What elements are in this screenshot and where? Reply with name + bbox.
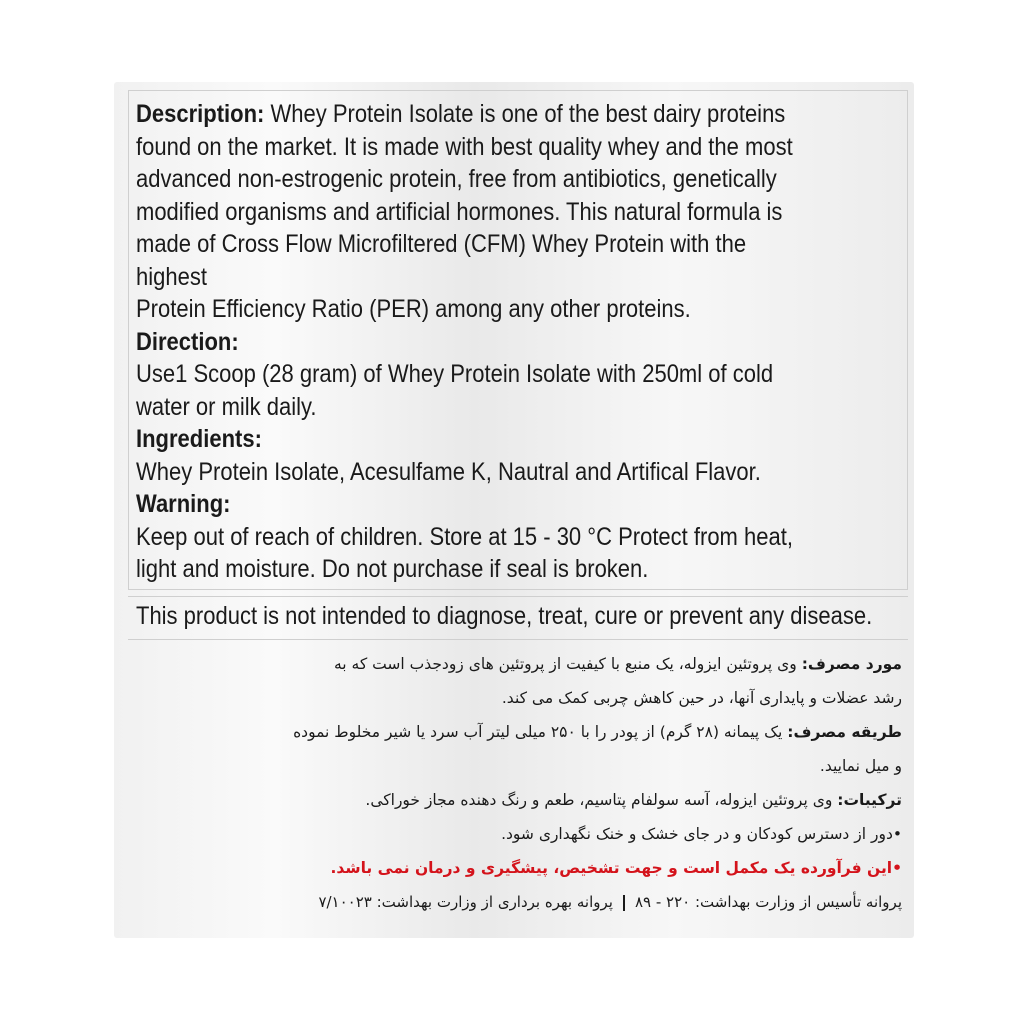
direction-line: Use1 Scoop (28 gram) of Whey Protein Isolate with 250ml of cold — [136, 360, 774, 388]
english-text — [136, 98, 805, 586]
ingredients-text: Whey Protein Isolate, Acesulfame K, Nautral and Artifical Flavor. — [136, 457, 761, 486]
storage-line: •دور از دسترس کودکان و در جای خشک و خنک نگهداری شود. — [501, 825, 902, 843]
method-line: یک پیمانه (۲۸ گرم) از پودر را با ۲۵۰ میلی لیتر آب سرد یا شیر مخلوط نموده — [293, 723, 788, 741]
license-production: پروانه بهره برداری از وزارت بهداشت: ۷/۱۰۰۲۳ — [318, 893, 613, 911]
description-line: made of Cross Flow Microfiltered (CFM) Whey Protein with the highest — [136, 230, 747, 291]
license-row — [152, 885, 902, 919]
method-heading: طریقه مصرف: — [787, 723, 902, 741]
license-establishment: پروانه تأسیس از وزارت بهداشت: ۲۲۰ - ۸۹ — [634, 893, 902, 911]
persian-text — [152, 647, 902, 919]
method-line: و میل نمایید. — [819, 757, 902, 775]
description-paragraph — [136, 98, 805, 131]
english-disclaimer-box — [128, 596, 908, 640]
description-line: Protein Efficiency Ratio (PER) among any other proteins. — [136, 295, 691, 323]
description-line: advanced non-estrogenic protein, free from antibiotics, genetically — [136, 165, 777, 193]
warning-heading: Warning: — [136, 490, 231, 518]
direction-heading: Direction: — [136, 327, 239, 356]
description-line: found on the market. It is made with best quality whey and the most — [136, 132, 793, 161]
usage-line: رشد عضلات و پایداری آنها، در حین کاهش چربی کمک می کند. — [501, 689, 902, 707]
warning-line: Keep out of reach of children. Store at 15 - 30 °C Protect from heat, — [136, 522, 793, 551]
ingredients-heading: Ingredients: — [136, 425, 262, 453]
product-label — [114, 82, 914, 938]
fa-disclaimer-line: •این فرآورده یک مکمل است و جهت تشخیص، پیشگیری و درمان نمی باشد. — [330, 859, 902, 877]
description-heading: Description: — [136, 100, 265, 128]
direction-line: water or milk daily. — [136, 392, 317, 421]
usage-line: وی پروتئین ایزوله، یک منبع با کیفیت از پروتئین های زودجذب است که به — [334, 655, 802, 673]
description-line: modified organisms and artificial hormones. This natural formula is — [136, 197, 783, 226]
usage-heading: مورد مصرف: — [801, 655, 902, 673]
license-separator — [623, 895, 625, 911]
warning-line: light and moisture. Do not purchase if seal is broken. — [136, 555, 649, 583]
description-line: Whey Protein Isolate is one of the best dairy proteins — [264, 100, 786, 128]
fa-ingredients-heading: ترکیبات: — [837, 791, 902, 809]
usage-paragraph — [152, 647, 902, 681]
fa-ingredients-text: وی پروتئین ایزوله، آسه سولفام پتاسیم، طعم و رنگ دهنده مجاز خوراکی. — [365, 791, 838, 809]
method-paragraph — [152, 715, 902, 749]
english-disclaimer: This product is not intended to diagnose, treat, cure or prevent any disease. — [136, 602, 873, 630]
fa-ingredients-paragraph — [152, 783, 902, 817]
